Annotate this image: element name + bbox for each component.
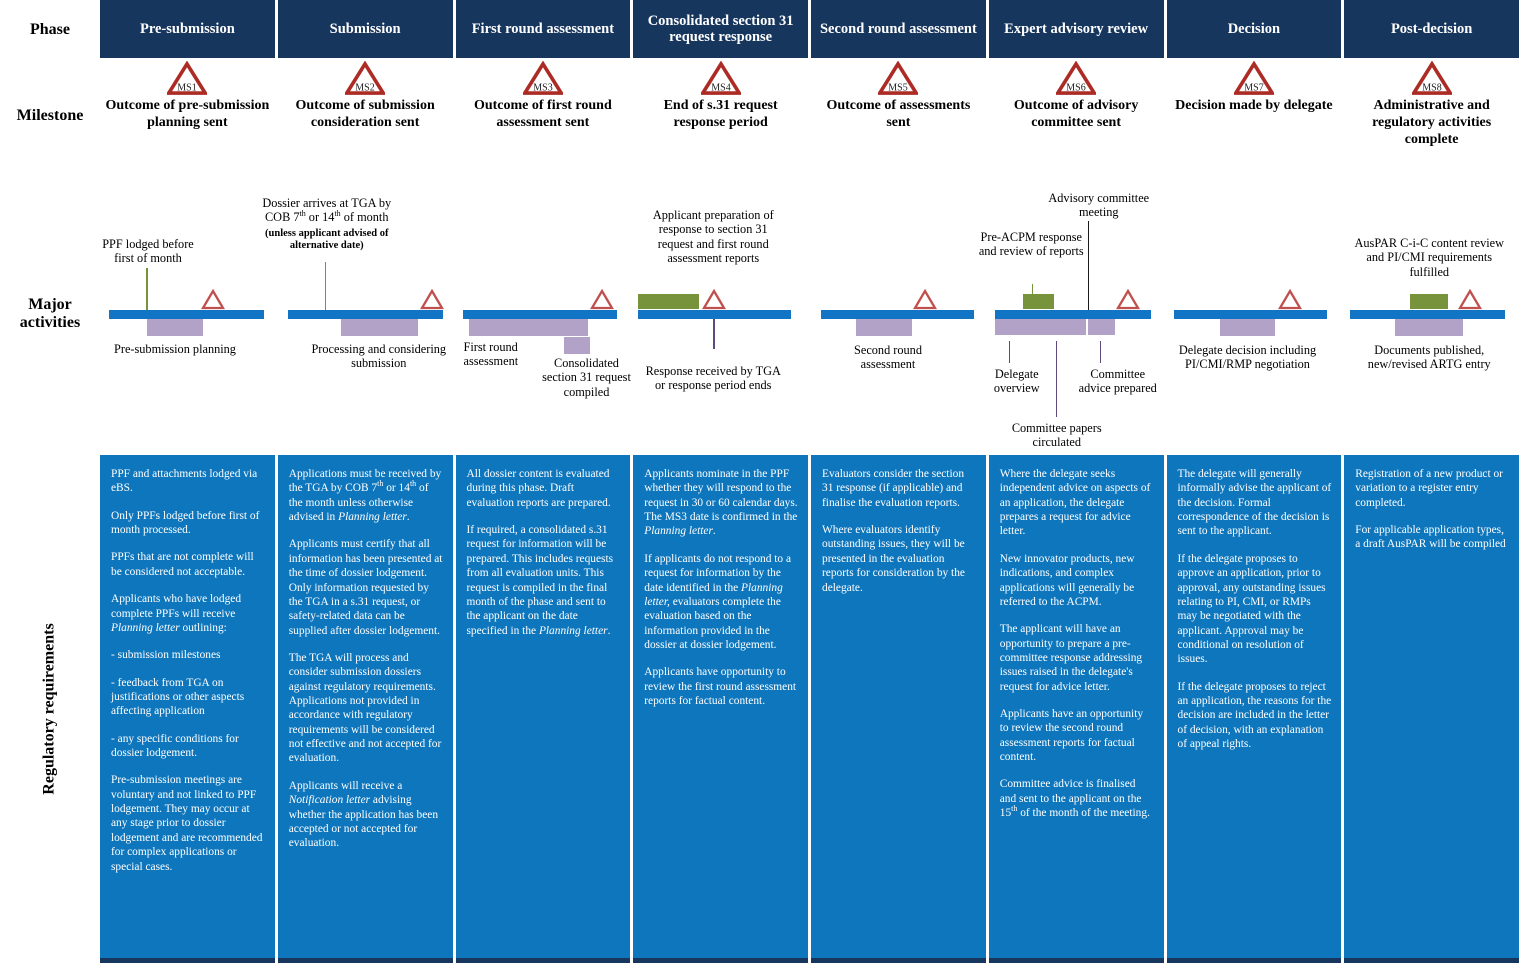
milestone-label: Outcome of advisory committee sent (1013, 98, 1139, 131)
major-activities-diagram (1167, 178, 1342, 455)
connector-line (146, 268, 148, 310)
phase-header: Expert advisory review (989, 0, 1164, 58)
phase-header: Second round assessment (811, 0, 986, 58)
timeline-milestone-triangle-icon (702, 289, 726, 310)
activity-label: Committee advice prepared (1078, 367, 1157, 396)
milestone-triangle-icon (1056, 61, 1096, 96)
phase-header: Consolidated section 31 request response (633, 0, 808, 58)
phase-header: Pre-submission (100, 0, 275, 58)
connector-line (1032, 284, 1034, 294)
milestone-label: Outcome of assessments sent (826, 98, 971, 131)
activity-label: Response received by TGA or response period ends (645, 364, 781, 393)
milestone-triangle-icon (1234, 61, 1274, 96)
milestone-label: End of s.31 request response period (663, 98, 778, 131)
phase-column-second-round-assessment (811, 0, 986, 963)
requirement-paragraph: PPFs that are not complete will be considered not acceptable. (111, 551, 254, 578)
phase-column-post-decision (1344, 0, 1519, 963)
requirement-paragraph: Applicants who have lodged complete PPFs will receive Planning letter outlining: (111, 593, 242, 634)
tga-activity-box (1088, 319, 1115, 335)
major-activities-diagram (100, 178, 275, 455)
major-activities-diagram (633, 178, 808, 455)
activity-label: Processing and considering submission (311, 342, 447, 371)
requirement-paragraph: Registration of a new product or variation to a register entry completed. (1355, 468, 1503, 509)
milestone-triangle-icon (1412, 61, 1452, 96)
phase-columns (100, 0, 1519, 963)
requirement-paragraph: Applicants nominate in the PPF whether they will respond to the request in 30 or 60 calendar days. The MS3 date is confirmed in the Planning letter. (644, 468, 798, 538)
milestone (989, 58, 1164, 178)
connector-line (325, 262, 327, 310)
requirement-paragraph: - any specific conditions for dossier lodgement. (111, 732, 239, 760)
milestone-label: Administrative and regulatory activities complete (1372, 98, 1492, 148)
major-activities-diagram (1344, 178, 1519, 455)
milestone-label: Outcome of submission consideration sent (295, 98, 435, 131)
requirement-paragraph: Applicants must certify that all information has been presented at the time of dossier lodgement. Only information requested by the TGA in a s.31 request, or safety-related data can be supplied after dossier lodgement. (288, 538, 443, 637)
milestone (633, 58, 808, 178)
milestone-triangle-icon (345, 61, 385, 96)
tga-activity-box (469, 319, 588, 336)
tga-activity-box (341, 319, 418, 336)
timeline-milestone-triangle-icon (913, 289, 937, 310)
timeline-milestone-triangle-icon (201, 289, 225, 310)
milestone-label: Decision made by delegate (1175, 98, 1333, 113)
timeline-milestone-triangle-icon (1278, 289, 1302, 310)
requirements-panel (1344, 455, 1519, 963)
tga-activity-box (856, 319, 912, 336)
svg-text:MS8: MS8 (1421, 82, 1442, 94)
timeline-bar (995, 310, 1151, 319)
phase-column-s31-request-response (633, 0, 808, 963)
requirements-panel (633, 455, 808, 963)
activity-label: Committee papers circulated (1011, 421, 1102, 450)
activity-label: Second round assessment (854, 343, 922, 372)
requirement-paragraph: Applicants have an opportunity to review the second round assessment reports for factual content. (999, 708, 1144, 764)
timeline-milestone-triangle-icon (590, 289, 614, 310)
phase-header: First round assessment (456, 0, 631, 58)
svg-text:MS1: MS1 (177, 82, 198, 94)
activity-annotation-sub: (unless applicant advised of alternative date) (265, 228, 389, 252)
requirement-paragraph: The delegate will generally informally advise the applicant of the decision. Formal correspondence of the decision is sent to the applicant. (1177, 468, 1332, 538)
milestone (100, 58, 275, 178)
tga-activity-box (147, 319, 203, 336)
timeline-bar (638, 310, 791, 319)
row-label-major-activities: Major activities (19, 295, 81, 331)
svg-text:MS4: MS4 (710, 82, 731, 94)
timeline-bar (1174, 310, 1327, 319)
connector-line (1100, 341, 1102, 363)
requirement-paragraph: All dossier content is evaluated during this phase. Draft evaluation reports are prepared. (466, 468, 611, 509)
activity-annotation: Pre-ACPM response and review of reports (978, 230, 1084, 259)
major-activities-diagram (811, 178, 986, 455)
applicant-activity-box (1410, 294, 1448, 309)
phase-header: Submission (278, 0, 453, 58)
connector-line (1088, 221, 1090, 310)
major-activities-diagram (456, 178, 631, 455)
milestone-triangle-icon (167, 61, 207, 96)
requirement-paragraph: PPF and attachments lodged via eBS. (111, 468, 258, 495)
svg-text:MS5: MS5 (888, 82, 909, 94)
timeline-bar (1350, 310, 1505, 319)
activity-annotation: AusPAR C-i-C content review and PI/CMI requirements fulfilled (1354, 236, 1504, 279)
requirement-paragraph: If the delegate proposes to reject an application, the reasons for the decision are included in the letter of decision, with an explanation of appeal rights. (1177, 680, 1332, 751)
phase-column-pre-submission (100, 0, 275, 963)
milestone (278, 58, 453, 178)
requirement-paragraph: If required, a consolidated s.31 request for information will be prepared. This includes requests from all evaluation units. This request is compiled in the final month of the phase and sent to the applicant on the date specified in the Planning letter. (466, 524, 614, 637)
requirements-panel (278, 455, 453, 963)
requirement-paragraph: - submission milestones (111, 649, 221, 662)
milestone-triangle-icon (523, 61, 563, 96)
requirements-panel (989, 455, 1164, 963)
activity-annotation: Dossier arrives at TGA by COB 7th or 14th of month (262, 196, 392, 225)
requirement-paragraph: The TGA will process and consider submission dossiers against regulatory requirements. Applications not provided in accordance with regulatory requirements will be considered not effective and not accepted for evaluation. (288, 651, 442, 765)
requirement-paragraph: New innovator products, new indications, and complex applications will generally be referred to the ACPM. (999, 552, 1135, 608)
requirement-paragraph: Only PPFs lodged before first of month processed. (111, 509, 260, 537)
activity-label: Delegate decision including PI/CMI/RMP negotiation (1178, 343, 1317, 372)
requirement-paragraph: If applicants do not respond to a request for information by the date identified in the Planning letter, evaluators complete the evaluation based on the information provided in the dossier at dossier lodgement. (644, 552, 792, 651)
timeline-bar (821, 310, 974, 319)
major-activities-diagram (978, 178, 1164, 455)
requirement-paragraph: Pre-submission meetings are voluntary and not linked to PPF lodgement. They may occur at any stage prior to dossier lodgement and are recommended for complex applications or special cases. (111, 774, 263, 873)
svg-text:MS2: MS2 (355, 82, 375, 94)
tga-activity-box (1395, 319, 1463, 336)
milestone (1344, 58, 1519, 178)
connector-line (713, 319, 715, 349)
tga-activity-box (1220, 319, 1275, 336)
activity-annotation: Applicant preparation of response to section 31 request and first round assessment reports (652, 208, 774, 266)
activity-label: Delegate overview (993, 367, 1040, 396)
milestone (1167, 58, 1342, 178)
phase-column-expert-advisory-review (978, 0, 1164, 963)
milestone (456, 58, 631, 178)
timeline-milestone-triangle-icon (420, 289, 444, 310)
requirements-panel (811, 455, 986, 963)
requirements-panel (100, 455, 275, 963)
requirement-paragraph: Where the delegate seeks independent advice on aspects of an application, the delegate prepares a request for advice letter. (999, 468, 1151, 538)
timeline-bar (463, 310, 617, 319)
timeline-bar (288, 310, 443, 319)
activity-annotation: Advisory committee meeting (1048, 191, 1150, 220)
activity-label: First round assessment (463, 340, 519, 369)
regulatory-requirements-vertical-text: Regulatory requirements (41, 623, 59, 795)
svg-text:MS7: MS7 (1244, 82, 1264, 94)
phase-column-submission (262, 0, 453, 963)
requirement-paragraph: Evaluators consider the section 31 response (if applicable) and finalise the evaluation reports. (822, 468, 965, 509)
requirement-paragraph: - feedback from TGA on justifications or other aspects affecting application (111, 676, 245, 718)
svg-text:MS3: MS3 (533, 82, 553, 94)
milestone-label: Outcome of pre-submission planning sent (105, 98, 270, 131)
phase-header: Post-decision (1344, 0, 1519, 58)
row-label-phase: Phase (30, 21, 70, 38)
requirement-paragraph: Applicants will receive a Notification letter advising whether the application has been accepted or not accepted for evaluation. (288, 779, 439, 850)
applicant-activity-box (1023, 294, 1054, 309)
timeline-milestone-triangle-icon (1116, 289, 1140, 310)
milestone-triangle-icon (878, 61, 918, 96)
milestone-triangle-icon (701, 61, 741, 96)
connector-line (1009, 341, 1011, 363)
requirement-paragraph: For applicable application types, a draft AusPAR will be compiled (1355, 524, 1506, 551)
activity-label: Consolidated section 31 request compiled (542, 356, 631, 399)
row-label-regulatory-requirements (0, 455, 100, 963)
timeline-milestone-triangle-icon (1458, 289, 1482, 310)
row-label-milestone: Milestone (16, 107, 84, 124)
major-activities-diagram (262, 178, 453, 455)
requirement-paragraph: If the delegate proposes to approve an application, prior to approval, any outstanding issues relating to PI, CMI, or RMPs may be negotiated with the applicant. Approval may be conditional on resolution of issues. (1177, 552, 1326, 666)
requirement-paragraph: Applicants have opportunity to review the first round assessment reports for factual content. (644, 666, 797, 708)
requirement-paragraph: The applicant will have an opportunity to prepare a pre-committee response addressing issues raised in the delegate's request for advice letter. (999, 623, 1143, 693)
requirement-paragraph: Committee advice is finalised and sent to the applicant on the 15th of the month of the meeting. (999, 778, 1150, 820)
requirements-panel (456, 455, 631, 963)
requirement-paragraph: Applications must be received by the TGA by COB 7th or 14th of the month unless otherwise advised in Planning letter. (288, 468, 442, 524)
applicant-activity-box (638, 294, 699, 309)
svg-text:MS6: MS6 (1066, 82, 1086, 94)
timeline-bar (109, 310, 264, 319)
tga-activity-box (564, 337, 590, 354)
activity-label: Pre-submission planning (114, 342, 236, 356)
tga-activity-box (995, 319, 1086, 335)
phase-column-decision (1167, 0, 1342, 963)
milestone (811, 58, 986, 178)
phase-column-first-round-assessment (456, 0, 631, 963)
activity-label: Documents published, new/revised ARTG entry (1367, 343, 1491, 372)
requirements-panel (1167, 455, 1342, 963)
phase-header: Decision (1167, 0, 1342, 58)
requirement-paragraph: Where evaluators identify outstanding issues, they will be presented in the evaluation reports for consideration by the delegate. (822, 524, 965, 594)
milestone-label: Outcome of first round assessment sent (473, 98, 612, 131)
activity-annotation: PPF lodged before first of month (102, 237, 194, 266)
